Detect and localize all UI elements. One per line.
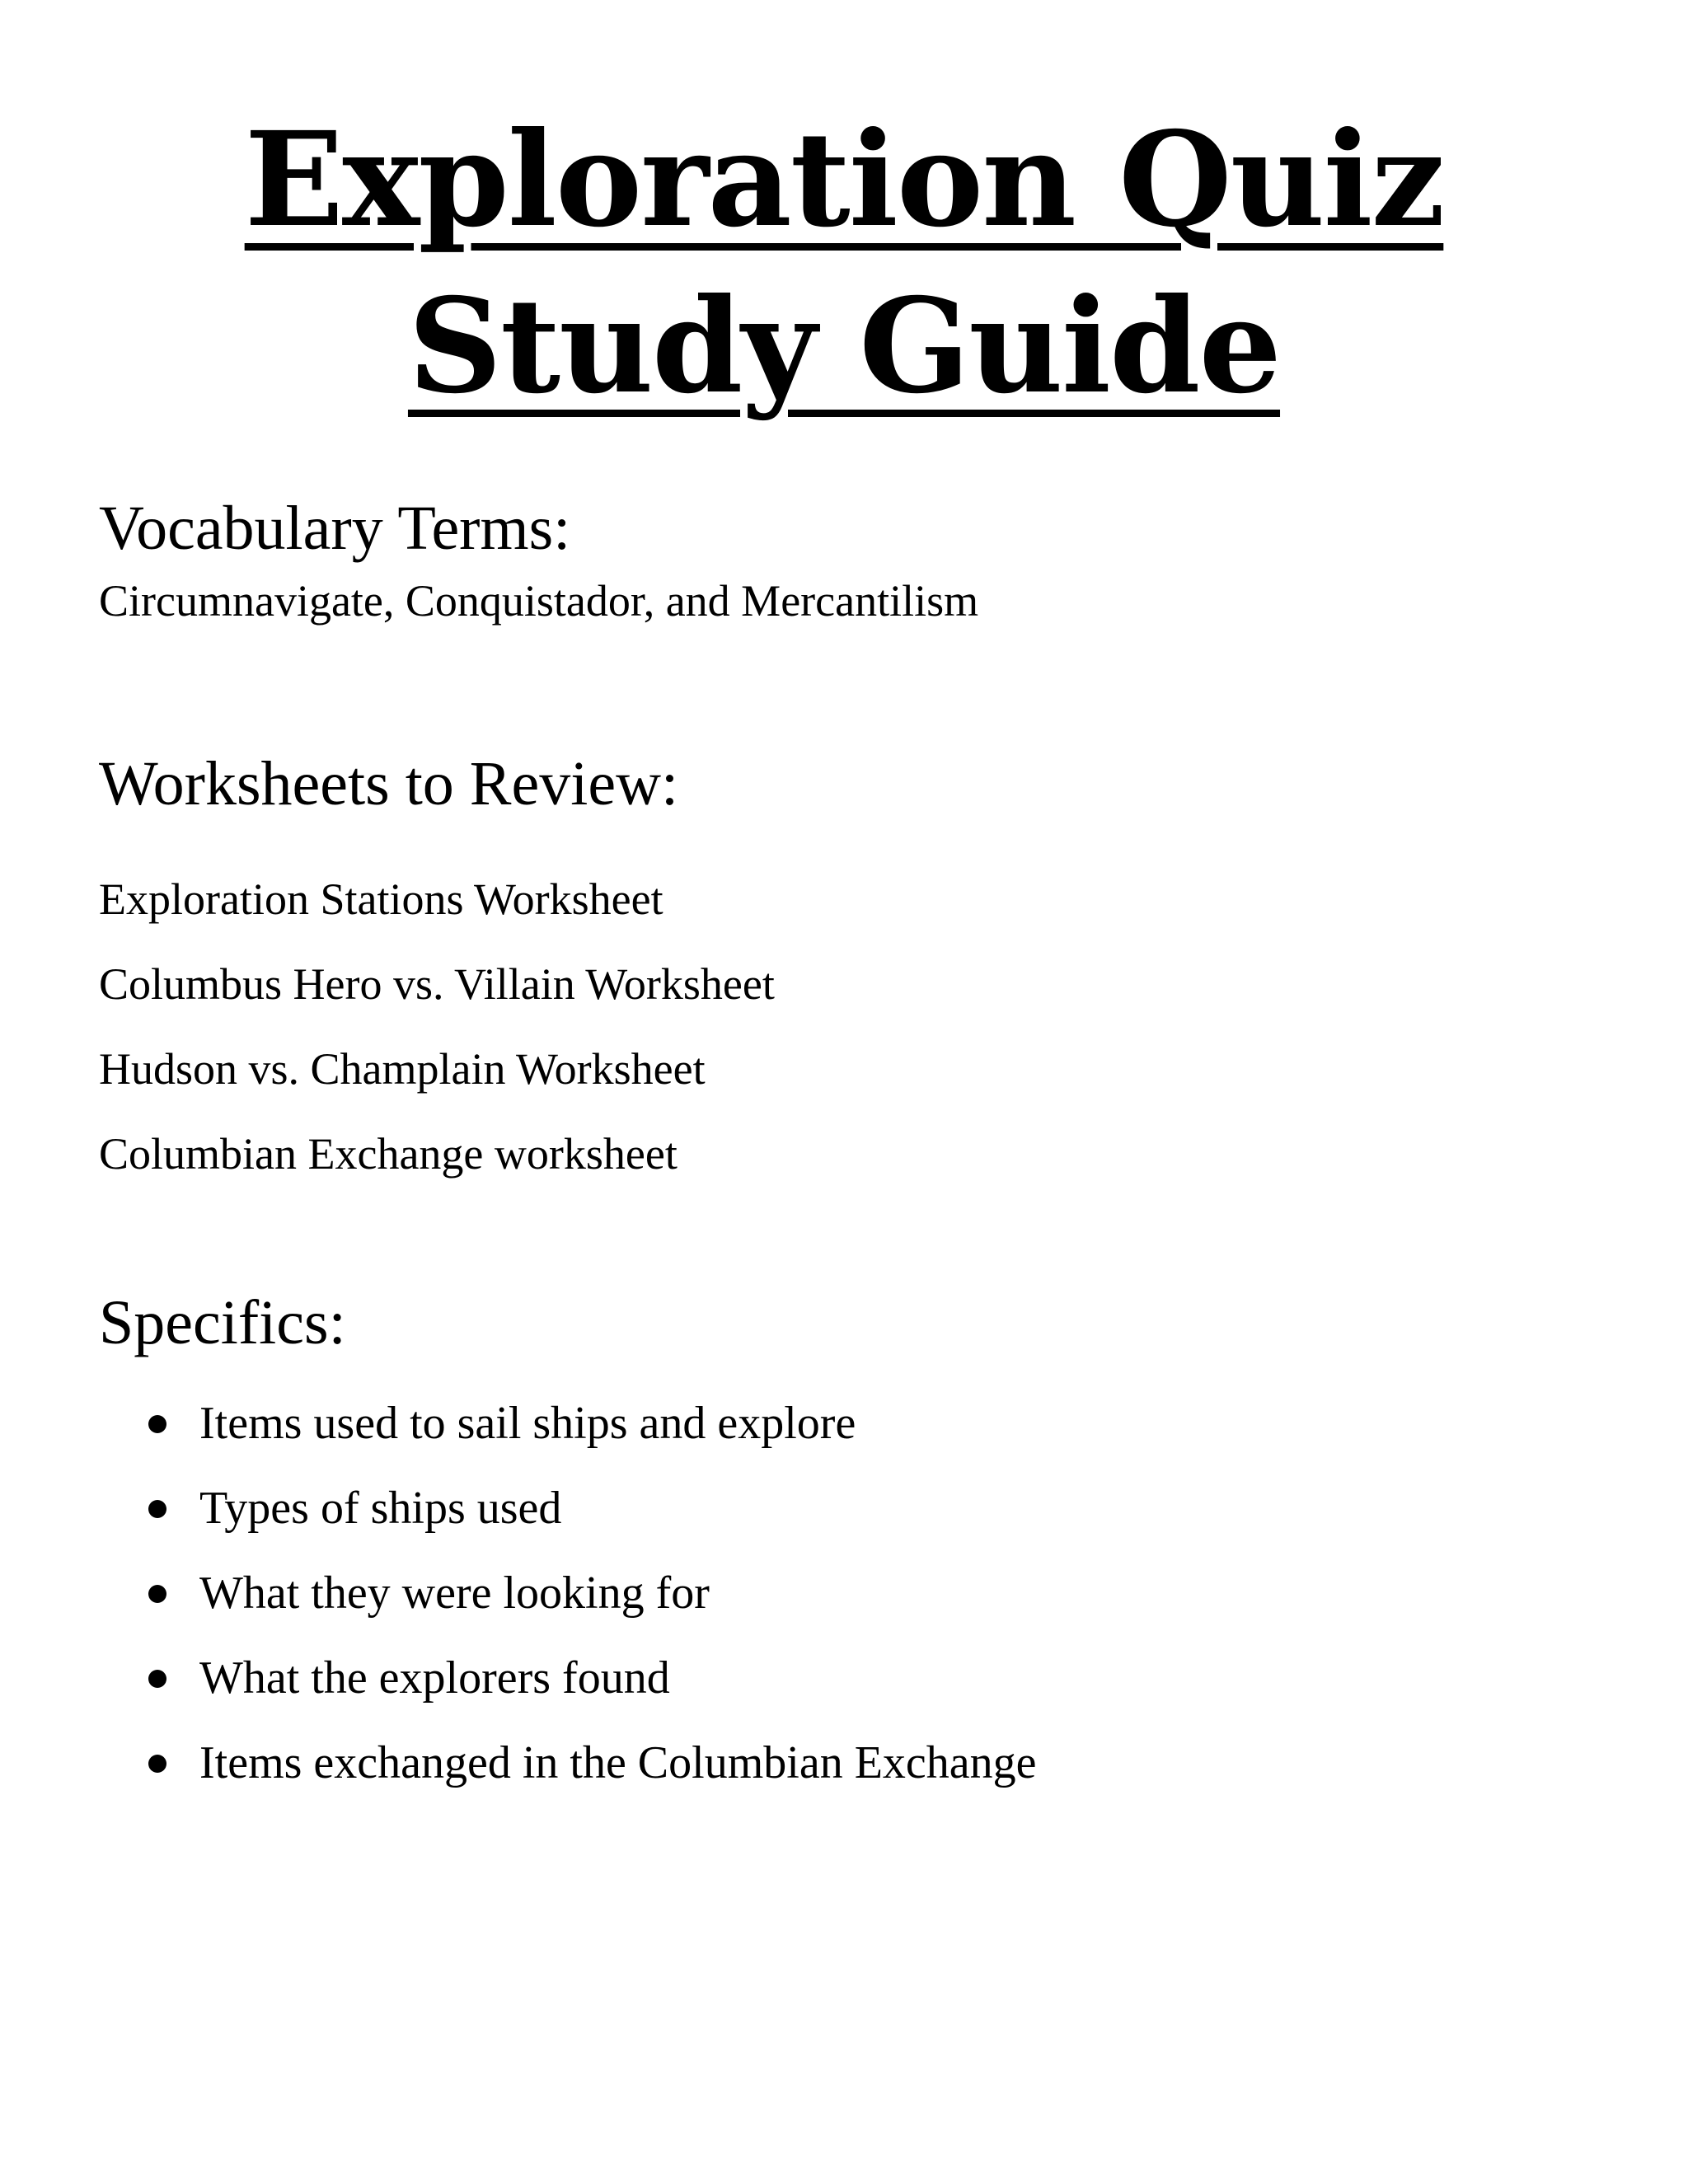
worksheet-item: Columbus Hero vs. Villain Worksheet bbox=[99, 959, 775, 1009]
specifics-item bbox=[148, 1721, 1036, 1806]
specifics-item-text: What the explorers found bbox=[199, 1652, 670, 1704]
bullet-icon bbox=[148, 1755, 166, 1773]
specifics-item bbox=[148, 1636, 1036, 1721]
page-title bbox=[0, 97, 1688, 430]
specifics-item-text: Items used to sail ships and explore bbox=[199, 1398, 856, 1449]
specifics-heading: Specifics: bbox=[99, 1288, 346, 1357]
worksheet-item: Exploration Stations Worksheet bbox=[99, 874, 663, 924]
specifics-item bbox=[148, 1551, 1036, 1636]
specifics-list bbox=[148, 1381, 1036, 1806]
specifics-item bbox=[148, 1466, 1036, 1551]
specifics-item bbox=[148, 1381, 1036, 1466]
bullet-icon bbox=[148, 1670, 166, 1688]
worksheet-item: Hudson vs. Champlain Worksheet bbox=[99, 1044, 706, 1094]
bullet-icon bbox=[148, 1585, 166, 1603]
bullet-icon bbox=[148, 1500, 166, 1518]
bullet-icon bbox=[148, 1415, 166, 1433]
specifics-item-text: Types of ships used bbox=[199, 1483, 562, 1534]
vocabulary-terms: Circumnavigate, Conquistador, and Mercantilism bbox=[99, 576, 979, 626]
worksheet-item: Columbian Exchange worksheet bbox=[99, 1129, 678, 1179]
worksheets-heading: Worksheets to Review: bbox=[99, 749, 679, 818]
worksheets-list bbox=[99, 857, 775, 1197]
title-line-1: Exploration Quiz bbox=[244, 104, 1444, 256]
title-line-2: Study Guide bbox=[407, 270, 1281, 423]
vocabulary-heading: Vocabulary Terms: bbox=[99, 494, 571, 563]
specifics-item-text: Items exchanged in the Columbian Exchange bbox=[199, 1737, 1037, 1788]
specifics-item-text: What they were looking for bbox=[199, 1568, 710, 1619]
